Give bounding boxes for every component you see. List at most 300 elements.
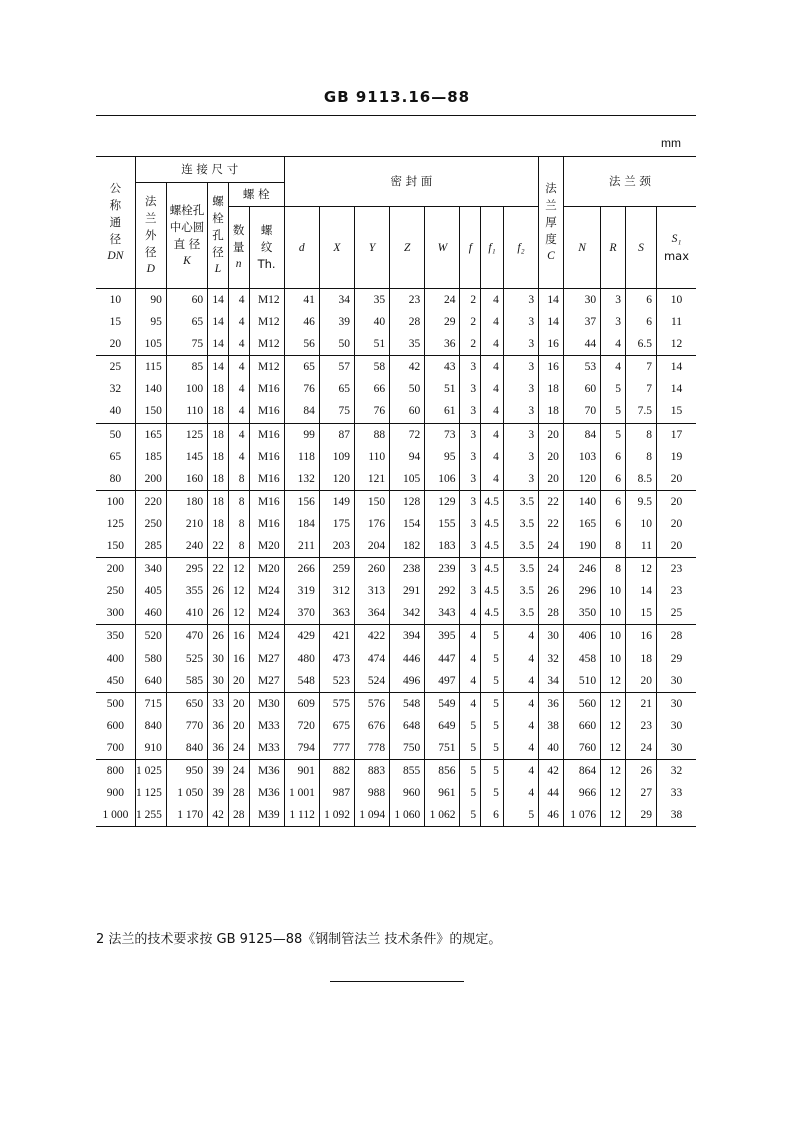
table-cell: 33 (656, 782, 696, 804)
table-cell: 35 (354, 289, 389, 312)
table-cell: 5 (481, 715, 504, 737)
header-connection-dimensions: 连 接 尺 寸 (135, 157, 284, 183)
table-cell: 5 (481, 737, 504, 760)
table-cell: 12 (601, 759, 626, 782)
table-cell: 585 (166, 670, 207, 693)
table-cell: 36 (208, 737, 229, 760)
table-cell: 4.5 (481, 490, 504, 513)
table-cell: 43 (425, 356, 460, 379)
table-cell: 1 112 (284, 804, 319, 827)
header-seal-w: W (425, 207, 460, 289)
table-cell: 8 (228, 490, 249, 513)
table-cell: 10 (96, 289, 135, 312)
table-cell: 239 (425, 558, 460, 581)
table-cell: 950 (166, 759, 207, 782)
table-row (96, 446, 696, 468)
table-cell: 7.5 (625, 400, 656, 423)
table-cell: 65 (284, 356, 319, 379)
table-cell: 20 (539, 446, 564, 468)
table-cell: 14 (625, 580, 656, 602)
table-cell: 20 (539, 423, 564, 446)
table-cell: 145 (166, 446, 207, 468)
table-cell: 1 000 (96, 804, 135, 827)
table-cell: 66 (354, 378, 389, 400)
table-cell: 3.5 (503, 490, 538, 513)
table-cell: 95 (135, 311, 166, 333)
table-cell: 840 (166, 737, 207, 760)
table-row (96, 311, 696, 333)
table-cell: 29 (625, 804, 656, 827)
table-cell: 600 (96, 715, 135, 737)
table-cell: 42 (390, 356, 425, 379)
table-cell: 30 (656, 670, 696, 693)
table-cell: 856 (425, 759, 460, 782)
table-cell: 15 (656, 400, 696, 423)
table-cell: 474 (354, 648, 389, 670)
table-cell: 3.5 (503, 558, 538, 581)
table-cell: 90 (135, 289, 166, 312)
table-row (96, 535, 696, 558)
table-cell: 548 (390, 692, 425, 715)
table-cell: 8 (625, 423, 656, 446)
table-cell: 4 (503, 648, 538, 670)
table-cell: 4 (481, 311, 504, 333)
table-cell: 715 (135, 692, 166, 715)
table-cell: 84 (284, 400, 319, 423)
table-cell: 770 (166, 715, 207, 737)
table-cell: 4 (503, 670, 538, 693)
table-cell: 23 (625, 715, 656, 737)
table-cell: 3 (601, 289, 626, 312)
table-cell: 38 (539, 715, 564, 737)
table-cell: 395 (425, 625, 460, 648)
table-cell: 12 (601, 737, 626, 760)
table-cell: 524 (354, 670, 389, 693)
table-cell: 73 (425, 423, 460, 446)
table-cell: 648 (390, 715, 425, 737)
table-cell: 26 (625, 759, 656, 782)
table-cell: 23 (390, 289, 425, 312)
header-neck-s1-max: S₁ max (656, 207, 696, 289)
table-cell: 190 (563, 535, 600, 558)
table-cell: 355 (166, 580, 207, 602)
table-cell: 118 (284, 446, 319, 468)
table-cell: 5 (460, 804, 481, 827)
table-cell: 4 (503, 715, 538, 737)
table-cell: 259 (319, 558, 354, 581)
table-cell: 128 (390, 490, 425, 513)
table-cell: 41 (284, 289, 319, 312)
table-cell: M30 (249, 692, 284, 715)
table-cell: 2 (460, 333, 481, 356)
table-cell: 649 (425, 715, 460, 737)
table-cell: 460 (135, 602, 166, 625)
header-rule (96, 115, 696, 116)
table-cell: 32 (96, 378, 135, 400)
table-cell: 882 (319, 759, 354, 782)
table-cell: M24 (249, 580, 284, 602)
table-cell: 115 (135, 356, 166, 379)
table-cell: 3 (460, 513, 481, 535)
table-cell: 1 094 (354, 804, 389, 827)
table-cell: M39 (249, 804, 284, 827)
table-cell: 29 (425, 311, 460, 333)
table-row (96, 715, 696, 737)
table-cell: 3 (503, 423, 538, 446)
table-cell: 16 (539, 333, 564, 356)
table-cell: 1 092 (319, 804, 354, 827)
header-neck-s: S (625, 207, 656, 289)
table-cell: 72 (390, 423, 425, 446)
table-cell: 238 (390, 558, 425, 581)
header-neck-r: R (601, 207, 626, 289)
table-cell: 20 (228, 715, 249, 737)
table-cell: 42 (539, 759, 564, 782)
table-cell: M16 (249, 446, 284, 468)
table-cell: M12 (249, 289, 284, 312)
table-cell: 675 (319, 715, 354, 737)
table-cell: M16 (249, 423, 284, 446)
table-cell: 350 (96, 625, 135, 648)
table-cell: 183 (425, 535, 460, 558)
table-cell: 26 (539, 580, 564, 602)
table-cell: 39 (208, 782, 229, 804)
table-cell: 8 (601, 558, 626, 581)
table-cell: 4 (481, 400, 504, 423)
table-cell: 35 (390, 333, 425, 356)
table-cell: 575 (319, 692, 354, 715)
table-cell: 37 (563, 311, 600, 333)
table-cell: 5 (601, 378, 626, 400)
table-cell: 3 (503, 311, 538, 333)
table-cell: 20 (656, 513, 696, 535)
header-bolt-qty: 数 量 n (228, 207, 249, 289)
table-cell: 4 (503, 692, 538, 715)
table-cell: 150 (96, 535, 135, 558)
table-cell: 4 (503, 759, 538, 782)
table-cell: 14 (208, 311, 229, 333)
table-cell: 10 (625, 513, 656, 535)
table-cell: 4 (481, 468, 504, 491)
table-cell: 84 (563, 423, 600, 446)
table-cell: M24 (249, 602, 284, 625)
table-cell: 421 (319, 625, 354, 648)
table-cell: 1 060 (390, 804, 425, 827)
table-cell: 3.5 (503, 535, 538, 558)
table-row (96, 759, 696, 782)
table-row (96, 737, 696, 760)
table-cell: 58 (354, 356, 389, 379)
table-cell: 32 (539, 648, 564, 670)
header-seal-x: X (319, 207, 354, 289)
table-cell: 5 (481, 625, 504, 648)
table-cell: 20 (96, 333, 135, 356)
table-cell: 20 (228, 670, 249, 693)
table-cell: 11 (625, 535, 656, 558)
table-cell: 29 (656, 648, 696, 670)
table-cell: 7 (625, 378, 656, 400)
table-cell: 21 (625, 692, 656, 715)
table-cell: 6 (601, 490, 626, 513)
table-cell: 140 (135, 378, 166, 400)
table-cell: 65 (319, 378, 354, 400)
table-cell: 446 (390, 648, 425, 670)
table-cell: 500 (96, 692, 135, 715)
table-cell: 5 (460, 715, 481, 737)
table-cell: 203 (319, 535, 354, 558)
table-cell: 3 (503, 446, 538, 468)
table-cell: 422 (354, 625, 389, 648)
table-cell: 14 (656, 356, 696, 379)
table-cell: 640 (135, 670, 166, 693)
table-cell: 39 (208, 759, 229, 782)
header-bolt-circle: 螺栓孔 中心圆 直 径 K (166, 183, 207, 289)
table-cell: 175 (319, 513, 354, 535)
table-cell: 520 (135, 625, 166, 648)
table-cell: 140 (563, 490, 600, 513)
table-cell: 30 (539, 625, 564, 648)
table-cell: 4 (503, 625, 538, 648)
table-cell: 3 (460, 400, 481, 423)
table-cell: 18 (208, 378, 229, 400)
table-cell: M27 (249, 670, 284, 693)
table-cell: 1 025 (135, 759, 166, 782)
table-cell: 6 (601, 468, 626, 491)
table-cell: M20 (249, 535, 284, 558)
table-cell: 182 (390, 535, 425, 558)
table-cell: 106 (425, 468, 460, 491)
table-cell: 580 (135, 648, 166, 670)
table-cell: 3.5 (503, 602, 538, 625)
header-nominal-diameter: 公 称 通 径 DN (96, 157, 135, 289)
table-cell: 16 (625, 625, 656, 648)
table-cell: 720 (284, 715, 319, 737)
table-cell: 14 (539, 289, 564, 312)
table-cell: 12 (228, 580, 249, 602)
table-cell: 8.5 (625, 468, 656, 491)
table-cell: 210 (166, 513, 207, 535)
table-cell: 60 (166, 289, 207, 312)
table-cell: 3 (460, 423, 481, 446)
table-cell: 4 (481, 423, 504, 446)
table-cell: 296 (563, 580, 600, 602)
table-cell: 12 (601, 804, 626, 827)
table-cell: 340 (135, 558, 166, 581)
table-cell: 410 (166, 602, 207, 625)
table-cell: 28 (656, 625, 696, 648)
table-cell: 6 (601, 446, 626, 468)
table-cell: 458 (563, 648, 600, 670)
table-cell: 10 (601, 648, 626, 670)
table-cell: 778 (354, 737, 389, 760)
table-cell: 50 (96, 423, 135, 446)
table-cell: 1 062 (425, 804, 460, 827)
table-cell: 295 (166, 558, 207, 581)
table-cell: 266 (284, 558, 319, 581)
table-cell: 46 (284, 311, 319, 333)
header-seal-d: d (284, 207, 319, 289)
table-row (96, 625, 696, 648)
table-cell: 900 (96, 782, 135, 804)
table-cell: 110 (354, 446, 389, 468)
table-cell: 1 076 (563, 804, 600, 827)
table-cell: 16 (228, 648, 249, 670)
table-cell: 42 (208, 804, 229, 827)
table-cell: 149 (319, 490, 354, 513)
table-cell: 40 (539, 737, 564, 760)
table-cell: 342 (390, 602, 425, 625)
table-cell: 160 (166, 468, 207, 491)
table-cell: 4 (481, 378, 504, 400)
table-cell: 3 (503, 400, 538, 423)
table-cell: 4 (228, 289, 249, 312)
table-cell: 176 (354, 513, 389, 535)
table-cell: 19 (656, 446, 696, 468)
table-cell: 125 (166, 423, 207, 446)
table-cell: 76 (354, 400, 389, 423)
table-cell: 22 (208, 558, 229, 581)
table-row (96, 423, 696, 446)
table-cell: M12 (249, 311, 284, 333)
table-cell: 4 (481, 446, 504, 468)
table-cell: 650 (166, 692, 207, 715)
header-flange-thickness: 法 兰 厚 度 C (539, 157, 564, 289)
table-cell: 363 (319, 602, 354, 625)
table-cell: 33 (208, 692, 229, 715)
table-cell: M16 (249, 468, 284, 491)
table-cell: 120 (563, 468, 600, 491)
table-cell: 50 (319, 333, 354, 356)
table-cell: 220 (135, 490, 166, 513)
table-cell: 12 (228, 602, 249, 625)
table-cell: 4 (228, 311, 249, 333)
table-cell: 4 (503, 782, 538, 804)
table-cell: 75 (319, 400, 354, 423)
table-row (96, 356, 696, 379)
header-flange-neck: 法 兰 颈 (563, 157, 696, 207)
table-cell: 20 (625, 670, 656, 693)
table-cell: 4 (228, 378, 249, 400)
table-cell: 4.5 (481, 558, 504, 581)
table-cell: 10 (601, 602, 626, 625)
table-row (96, 468, 696, 491)
table-cell: 132 (284, 468, 319, 491)
table-cell: 26 (208, 625, 229, 648)
table-cell: 18 (208, 423, 229, 446)
table-cell: 406 (563, 625, 600, 648)
table-cell: 794 (284, 737, 319, 760)
table-cell: 24 (425, 289, 460, 312)
table-cell: M12 (249, 356, 284, 379)
table-cell: 364 (354, 602, 389, 625)
table-cell: 260 (354, 558, 389, 581)
table-cell: 30 (208, 670, 229, 693)
table-cell: 32 (656, 759, 696, 782)
table-cell: 4.5 (481, 535, 504, 558)
table-row (96, 558, 696, 581)
table-cell: 40 (96, 400, 135, 423)
table-cell: 864 (563, 759, 600, 782)
table-cell: 1 001 (284, 782, 319, 804)
table-cell: 44 (539, 782, 564, 804)
table-cell: 24 (228, 759, 249, 782)
table-cell: 3 (460, 535, 481, 558)
table-cell: 6 (601, 513, 626, 535)
header-neck-n: N (563, 207, 600, 289)
table-row (96, 513, 696, 535)
table-cell: 51 (354, 333, 389, 356)
table-cell: 30 (563, 289, 600, 312)
table-cell: 165 (563, 513, 600, 535)
table-cell: 28 (539, 602, 564, 625)
table-cell: 1 170 (166, 804, 207, 827)
table-cell: 3 (460, 490, 481, 513)
table-cell: 200 (96, 558, 135, 581)
table-cell: 3 (503, 289, 538, 312)
table-cell: 250 (135, 513, 166, 535)
table-cell: 3 (601, 311, 626, 333)
table-cell: 34 (319, 289, 354, 312)
table-cell: 987 (319, 782, 354, 804)
table-cell: 660 (563, 715, 600, 737)
table-cell: 80 (96, 468, 135, 491)
table-cell: 429 (284, 625, 319, 648)
table-cell: 24 (539, 558, 564, 581)
table-cell: 343 (425, 602, 460, 625)
table-cell: 65 (166, 311, 207, 333)
table-cell: 6 (625, 289, 656, 312)
table-cell: 125 (96, 513, 135, 535)
table-cell: 109 (319, 446, 354, 468)
header-seal-y: Y (354, 207, 389, 289)
table-cell: 28 (390, 311, 425, 333)
table-cell: 18 (539, 378, 564, 400)
table-cell: 18 (208, 490, 229, 513)
table-cell: 3 (460, 558, 481, 581)
table-cell: 3.5 (503, 580, 538, 602)
table-cell: 4 (460, 602, 481, 625)
header-bolts: 螺 栓 (228, 183, 284, 207)
table-cell: M36 (249, 759, 284, 782)
table-cell: 105 (390, 468, 425, 491)
table-cell: 87 (319, 423, 354, 446)
table-cell: 5 (481, 692, 504, 715)
table-cell: 57 (319, 356, 354, 379)
table-cell: 53 (563, 356, 600, 379)
table-cell: 750 (390, 737, 425, 760)
table-cell: 20 (656, 490, 696, 513)
table-cell: 12 (601, 670, 626, 693)
table-cell: 24 (539, 535, 564, 558)
table-cell: 99 (284, 423, 319, 446)
table-cell: 312 (319, 580, 354, 602)
table-cell: 4 (601, 356, 626, 379)
table-cell: 2 (460, 311, 481, 333)
table-cell: 285 (135, 535, 166, 558)
table-cell: 966 (563, 782, 600, 804)
table-cell: 4 (228, 446, 249, 468)
table-cell: 28 (228, 782, 249, 804)
table-cell: 211 (284, 535, 319, 558)
table-row (96, 580, 696, 602)
table-row (96, 648, 696, 670)
table-cell: 14 (656, 378, 696, 400)
table-cell: 840 (135, 715, 166, 737)
table-cell: 24 (625, 737, 656, 760)
table-cell: 105 (135, 333, 166, 356)
table-cell: 4 (601, 333, 626, 356)
table-cell: 94 (390, 446, 425, 468)
